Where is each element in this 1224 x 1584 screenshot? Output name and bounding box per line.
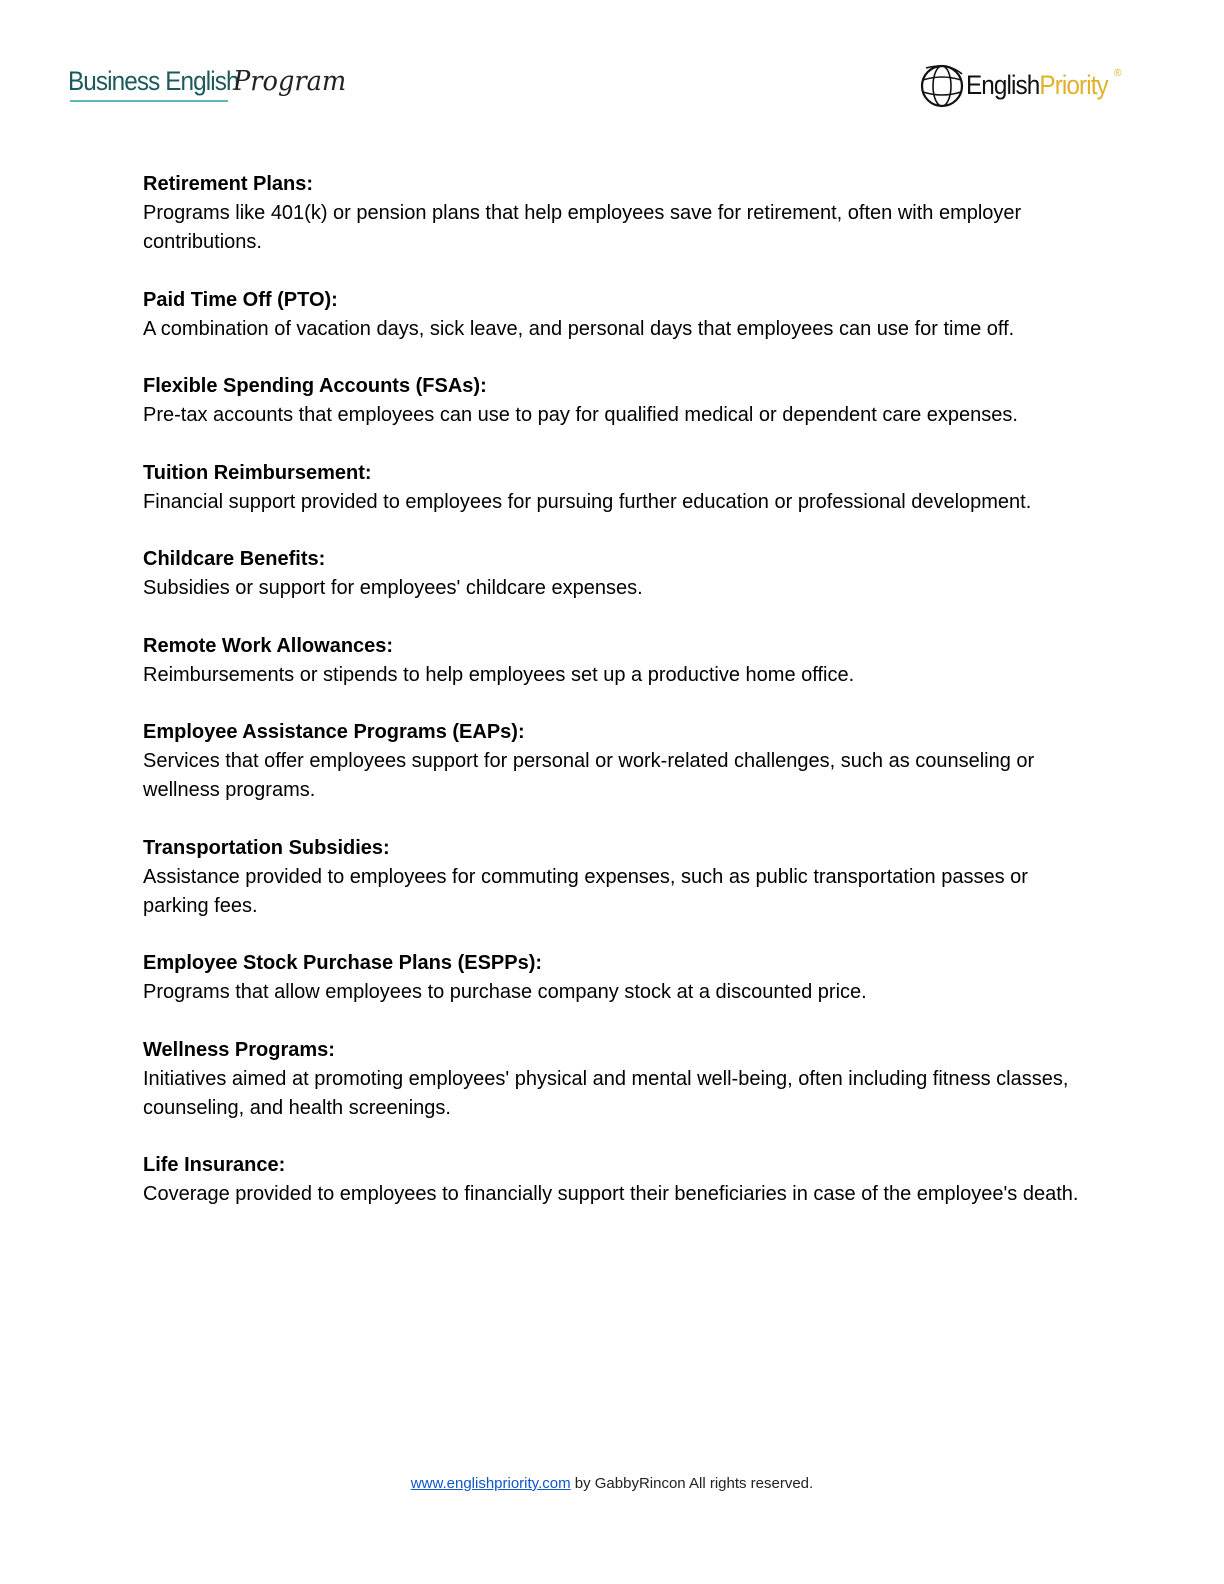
entry-term: Life Insurance: [143,1154,286,1176]
logo-main-text: Business English [68,66,239,96]
registered-mark: ® [1114,68,1122,79]
glossary-entry [143,949,1083,1007]
entry-description: Pre-tax accounts that employees can use to pay for qualified medical or dependent care expenses. [143,404,1018,426]
glossary-entry [143,1036,1083,1123]
entry-description: Coverage provided to employees to financially support their beneficiaries in case of the employee's death. [143,1183,1079,1205]
logo-underline [70,100,228,102]
logo-script-text: Program [233,66,347,97]
glossary-entry [143,718,1083,805]
glossary-entry [143,834,1083,921]
entry-description: Programs like 401(k) or pension plans that help employees save for retirement, often with employer contributions. [143,202,1022,253]
entry-term: Tuition Reimbursement: [143,461,372,484]
entry-description: Subsidies or support for employees' childcare expenses. [143,577,643,599]
english-priority-logo [918,60,1138,114]
page-footer [0,1475,1224,1492]
entry-description: Initiatives aimed at promoting employees' physical and mental well-being, often including fitness classes, counseling, and health screenings. [143,1067,1069,1119]
entry-description: Financial support provided to employees for pursuing further education or professional development. [143,490,1032,513]
footer-copyright: by GabbyRincon All rights reserved. [570,1475,814,1492]
business-english-program-logo [68,62,347,114]
glossary-list [143,170,1083,1238]
entry-description: Services that offer employees support for personal or work-related challenges, such as counseling or wellness programs. [143,750,1035,801]
logo-word-priority: Priority [1039,70,1108,100]
glossary-entry [143,632,1083,690]
entry-term: Employee Assistance Programs (EAPs): [143,721,525,743]
globe-icon [918,60,966,110]
entry-term: Wellness Programs: [143,1038,335,1061]
website-link[interactable]: www.englishpriority.com [410,1475,571,1492]
entry-term: Employee Stock Purchase Plans (ESPPs): [143,952,543,974]
glossary-entry [143,545,1083,603]
entry-description: Programs that allow employees to purchase company stock at a discounted price. [143,981,867,1003]
page-header [0,0,1224,140]
entry-description: Assistance provided to employees for commuting expenses, such as public transportation passes or parking fees. [143,865,1028,917]
glossary-entry [143,170,1083,257]
entry-term: Retirement Plans: [143,173,314,195]
logo-wordmark [966,70,1108,101]
glossary-entry [143,372,1083,430]
glossary-entry [143,1151,1083,1209]
entry-term: Flexible Spending Accounts (FSAs): [143,375,487,397]
entry-term: Transportation Subsidies: [143,836,390,859]
glossary-entry [143,286,1083,344]
entry-description: Reimbursements or stipends to help employees set up a productive home office. [143,663,855,686]
entry-description: A combination of vacation days, sick leave, and personal days that employees can use for time off. [143,317,1015,340]
entry-term: Childcare Benefits: [143,548,326,570]
glossary-entry [143,459,1083,517]
entry-term: Paid Time Off (PTO): [143,288,338,311]
logo-word-english: English [966,70,1040,100]
entry-term: Remote Work Allowances: [143,634,394,657]
